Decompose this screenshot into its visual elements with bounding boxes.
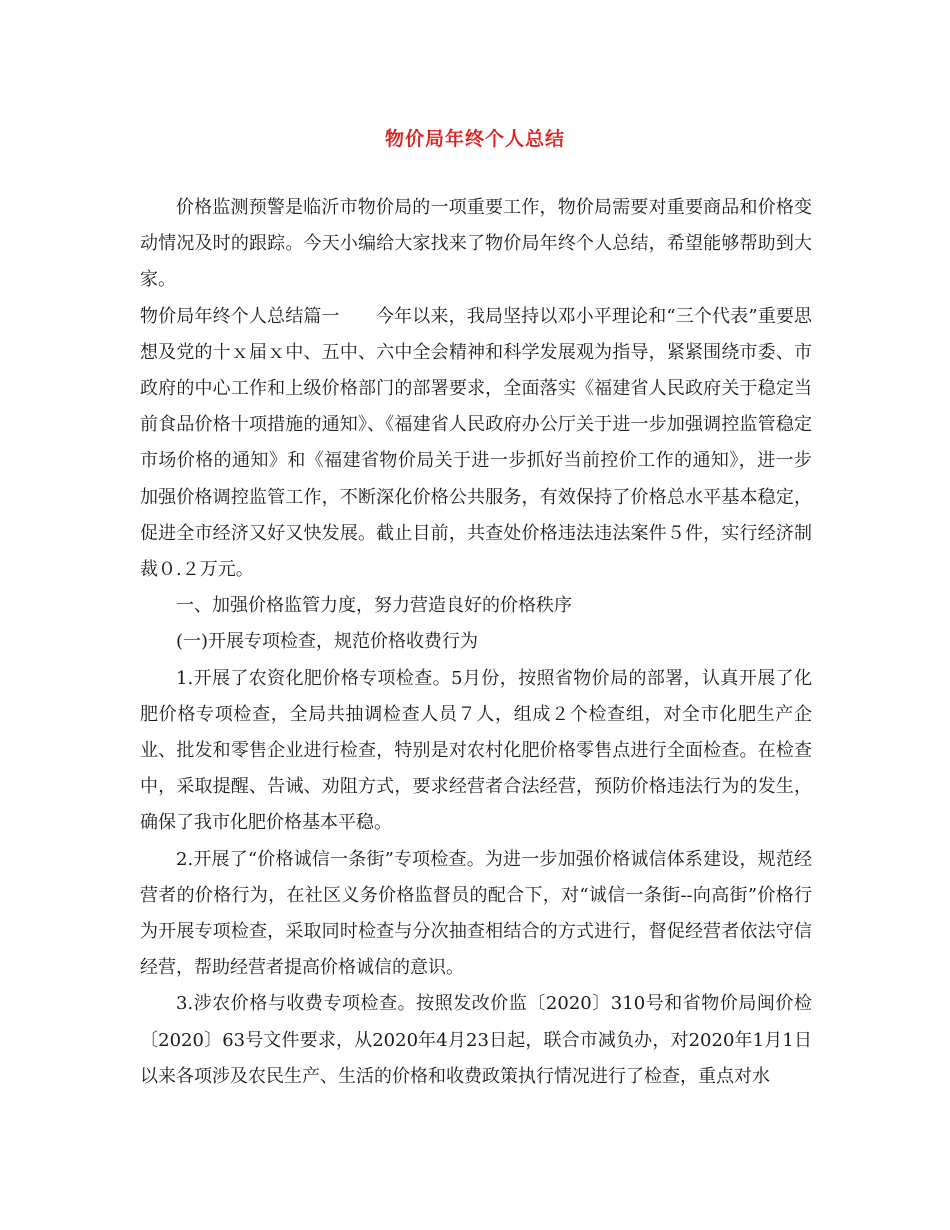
paragraph-item-3: 3.涉农价格与收费专项检查。按照发改价监〔2020〕310号和省物价局闽价检〔2020〕63号文件要求，从2020年4月23日起，联合市减负办，对2020年1月1日以来各项涉及农民生产、生活的价格和收费政策执行情况进行了检查，重点对水 <box>140 993 812 1087</box>
document-body <box>140 190 812 1095</box>
paragraph-item-1: 1.开展了农资化肥价格专项检查。5月份，按照省物价局的部署，认真开展了化肥价格专项检查，全局共抽调检查人员７人，组成２个检查组，对全市化肥生产企业、批发和零售企业进行检查，特别是对农村化肥价格零售点进行全面检查。在检查中，采取提醒、告诫、劝阻方式，要求经营者合法经营，预防价格违法行为的发生，确保了我市化肥价格基本平稳。 <box>140 667 812 834</box>
paragraph-intro: 价格监测预警是临沂市物价局的一项重要工作，物价局需要对重要商品和价格变动情况及时的跟踪。今天小编给大家找来了物价局年终个人总结，希望能够帮助到大家。 <box>140 197 812 291</box>
paragraph-heading-1: 一、加强价格监管力度，努力营造良好的价格秩序 <box>176 595 572 617</box>
paragraph-subheading-1: (一)开展专项检查，规范价格收费行为 <box>176 631 479 653</box>
document-title: 物价局年终个人总结 <box>384 128 565 150</box>
paragraph-item-2: 2.开展了“价格诚信一条街”专项检查。为进一步加强价格诚信体系建设，规范经营者的价格行为，在社区义务价格监督员的配合下，对“诚信一条街--向高街”价格行为开展专项检查，采取同时检查与分次抽查相结合的方式进行，督促经营者依法守信经营，帮助经营者提高价格诚信的意识。 <box>140 848 812 979</box>
paragraph-section-one: 物价局年终个人总结篇一 今年以来，我局坚持以邓小平理论和“三个代表”重要思想及党的十ｘ届ｘ中、五中、六中全会精神和科学发展观为指导，紧紧围绕市委、市政府的中心工作和上级价格部门的部署要求，全面落实《福建省人民政府关于稳定当前食品价格十项措施的通知》、《福建省人民政府办公厅关于进一步加强调控监管稳定市场价格的通知》和《福建省物价局关于进一步抓好当前控价工作的通知》，进一步加强价格调控监管工作，不断深化价格公共服务，有效保持了价格总水平基本稳定，促进全市经济又好又快发展。截止目前，共查处价格违法违法案件５件，实行经济制裁０.２万元。 <box>140 305 812 581</box>
